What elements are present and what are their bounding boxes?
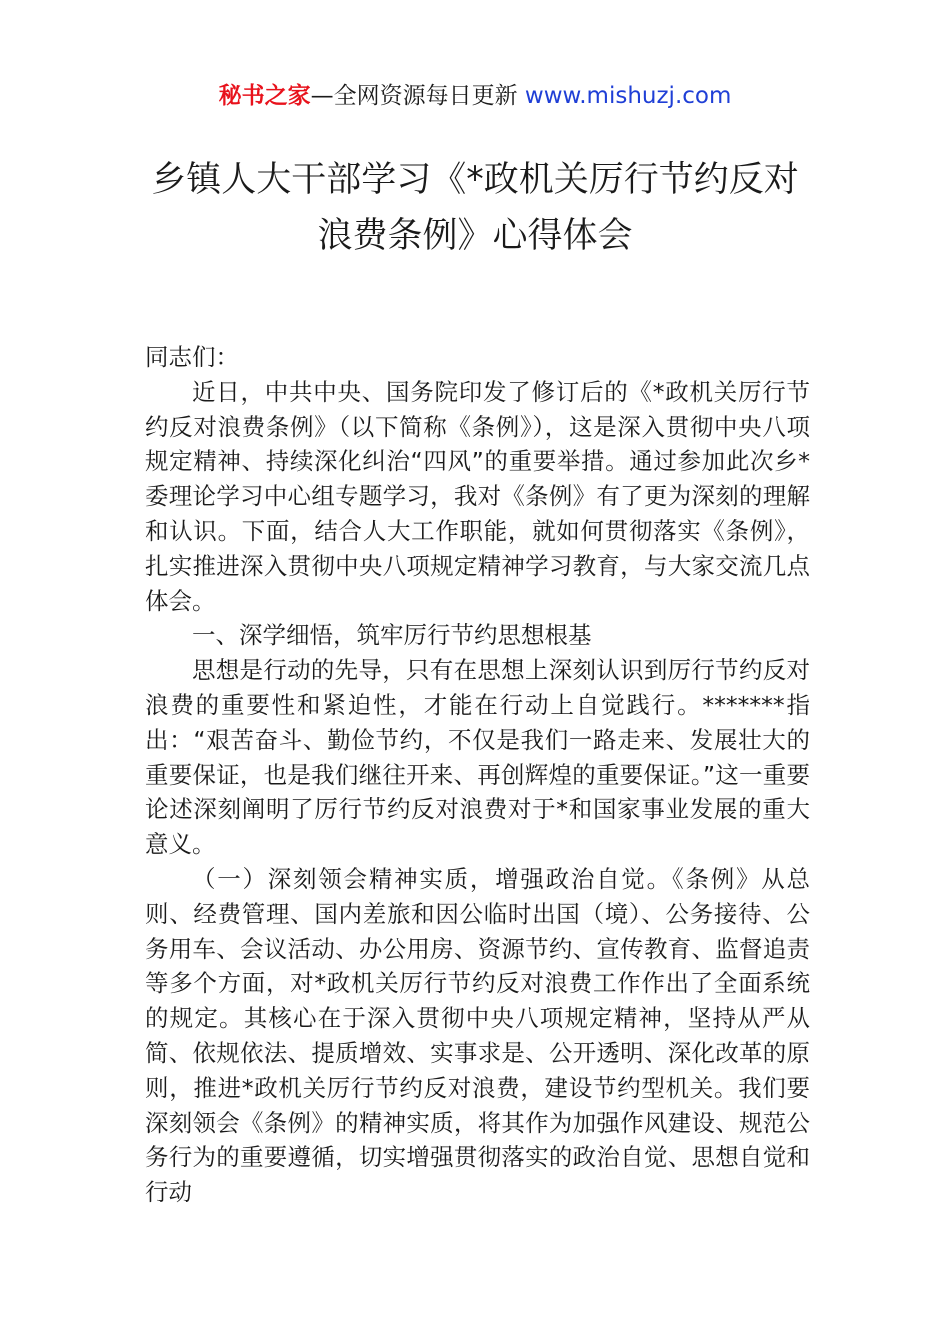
salutation: 同志们： xyxy=(145,343,239,371)
brand-name: 秘书之家 xyxy=(218,83,311,109)
paragraph-subsection-1: （一）深刻领会精神实质，增强政治自觉。《条例》从总则、经费管理、国内差旅和因公临时出国（境）、公务接待、公务用车、会议活动、办公用房、资源节约、宣传教育、监督追责等多个方面，对*政机关厉行节约反对浪费工作作出了全面系统的规定。其核心在于深入贯彻中央八项规定精神，坚持从严从简、依规依法、提质增效、实事求是、公开透明、深化改革的原则，推进*政机关厉行节约反对浪费，建设节约型机关。我们要深刻领会《条例》的精神实质，将其作为加强作风建设、规范公务行为的重要遵循，切实增强贯彻落实的政治自觉、思想自觉和行动 xyxy=(145,864,810,1207)
document-body xyxy=(145,340,810,1210)
section-heading-1: 一、深学细悟，筑牢厉行节约思想根基 xyxy=(192,621,592,650)
title-line-1: 乡镇人大干部学习《*政机关厉行节约反对 xyxy=(151,160,799,200)
document-title xyxy=(60,152,890,264)
site-header xyxy=(0,80,950,112)
title-line-2: 浪费条例》心得体会 xyxy=(317,216,633,256)
site-url-link[interactable]: www.mishuzj.com xyxy=(524,83,732,109)
paragraph-section-1: 思想是行动的先导，只有在思想上深刻认识到厉行节约反对浪费的重要性和紧迫性，才能在行动上自觉践行。*******指出：“艰苦奋斗、勤俭节约，不仅是我们一路走来、发展壮大的重要保证，也是我们继往开来、再创辉煌的重要保证。”这一重要论述深刻阐明了厉行节约反对浪费对于*和国家事业发展的重大意义。 xyxy=(145,656,810,859)
header-tagline: —全网资源每日更新 xyxy=(310,83,525,109)
paragraph-intro: 近日，中共中央、国务院印发了修订后的《*政机关厉行节约反对浪费条例》（以下简称《条例》），这是深入贯彻中央八项规定精神、持续深化纠治“四风”的重要举措。通过参加此次乡*委理论学习中心组专题学习，我对《条例》有了更为深刻的理解和认识。下面，结合人大工作职能，就如何贯彻落实《条例》，扎实推进深入贯彻中央八项规定精神学习教育，与大家交流几点体会。 xyxy=(145,377,810,615)
